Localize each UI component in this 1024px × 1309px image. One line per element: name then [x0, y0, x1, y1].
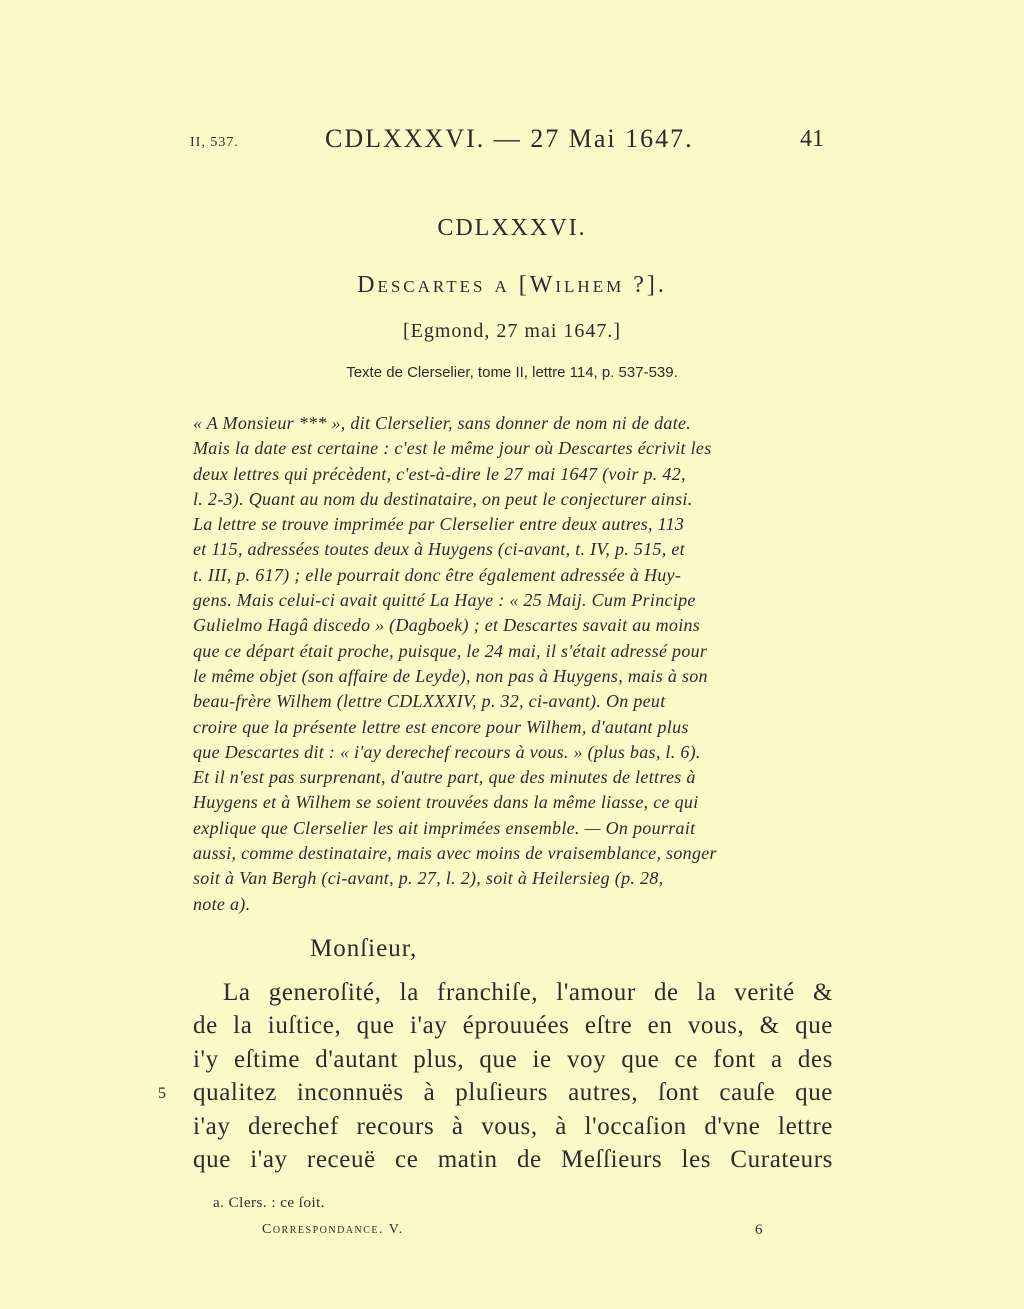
- footnote: a. Clers. : ce ſoit.: [213, 1195, 326, 1211]
- letter-place-date: [Egmond, 27 mai 1647.]: [402, 320, 622, 342]
- note-line: Huygens et à Wilhem se soient trouvées dans la même liasse, ce qui: [193, 792, 699, 813]
- note-line: croire que la présente lettre est encore pour Wilhem, d'autant plus: [193, 716, 689, 737]
- note-line: La lettre se trouve imprimée par Clerselier entre deux autres, 113: [193, 514, 685, 535]
- note-line: explique que Clerselier les ait imprimées ensemble. — On pourrait: [193, 817, 696, 838]
- header-cross-reference: II, 537.: [190, 135, 239, 150]
- note-line: que Descartes dit : « i'ay derechef recours à vous. » (plus bas, l. 6).: [193, 741, 701, 762]
- running-header: CDLXXXVI. — 27 Mai 1647.: [325, 124, 694, 153]
- body-line: qualitez inconnuës à pluſieurs autres, ſont cauſe que: [193, 1079, 833, 1107]
- printer-signature: Correspondance. V.: [262, 1222, 404, 1237]
- note-line: gens. Mais celui-ci avait quitté La Haye : « 25 Maij. Cum Principe: [193, 590, 696, 611]
- note-line: le même objet (son affaire de Leyde), non pas à Huygens, mais à son: [193, 665, 708, 686]
- note-line: l. 2-3). Quant au nom du destinataire, on peut le conjecturer ainsi.: [193, 488, 693, 509]
- signature-mark: 6: [755, 1222, 763, 1238]
- body-line: i'ay derechef recours à vous, à l'occaſion d'vne lettre: [193, 1112, 833, 1140]
- note-line: Mais la date est certaine : c'est le même jour où Descartes écrivit les: [193, 438, 712, 459]
- note-line: note a).: [193, 893, 251, 914]
- note-line: aussi, comme destinataire, mais avec moins de vraisemblance, songer: [193, 843, 717, 864]
- page-number: 41: [800, 126, 824, 152]
- letter-title: Descartes a [Wilhem ?].: [357, 272, 667, 298]
- note-line: et 115, adressées toutes deux à Huygens (ci-avant, t. IV, p. 515, et: [193, 539, 685, 560]
- note-line: beau-frère Wilhem (lettre CDLXXXIV, p. 32, ci-avant). On peut: [193, 691, 666, 712]
- note-line: « A Monsieur *** », dit Clerselier, sans donner de nom ni de date.: [193, 413, 692, 433]
- body-line: de la iuſtice, que i'ay éprouuées eſtre en vous, & que: [193, 1012, 833, 1040]
- note-line: Gulielmo Hagâ discedo » (Dagboek) ; et Descartes savait au moins: [193, 615, 701, 636]
- note-line: soit à Van Bergh (ci-avant, p. 27, l. 2), soit à Heilersieg (p. 28,: [193, 868, 664, 889]
- body-line: i'y eſtime d'autant plus, que ie voy que ce font a des: [193, 1045, 833, 1073]
- editorial-note: [193, 411, 833, 917]
- body-line: que i'ay receuë ce matin de Meſſieurs les Curateurs: [193, 1146, 833, 1174]
- letter-number: CDLXXXVI.: [437, 215, 587, 241]
- letter-salutation: Monſieur,: [310, 935, 418, 962]
- letter-body: [193, 976, 833, 1176]
- letter-source: Texte de Clerselier, tome II, lettre 114, p. 537-539.: [346, 364, 678, 381]
- note-line: Et il n'est pas surprenant, d'autre part, que des minutes de lettres à: [193, 767, 696, 788]
- line-number-marker: 5: [158, 1085, 166, 1102]
- note-line: t. III, p. 617) ; elle pourrait donc être également adressée à Huy-: [193, 564, 682, 585]
- note-line: que ce départ était proche, puisque, le 24 mai, il s'était adressé pour: [193, 640, 708, 661]
- body-line: La generoſité, la franchiſe, l'amour de la verité &: [223, 979, 833, 1006]
- note-line: deux lettres qui précèdent, c'est-à-dire le 27 mai 1647 (voir p. 42,: [193, 463, 686, 484]
